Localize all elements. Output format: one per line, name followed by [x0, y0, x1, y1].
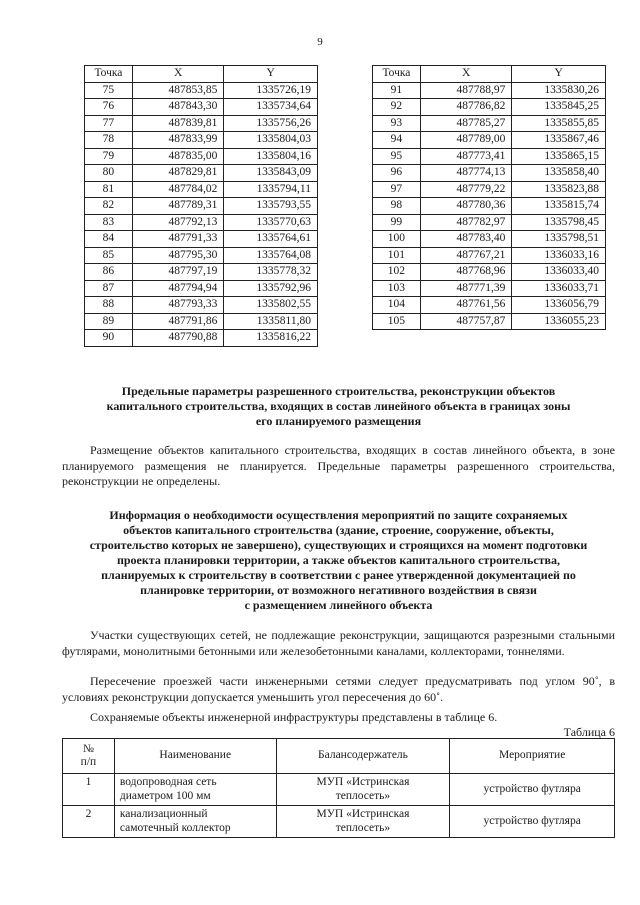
- y-cell: 1336033,71: [512, 280, 606, 297]
- paragraph-table-reference: Сохраняемые объекты инженерной инфраструктуры представлены в таблице 6.: [90, 710, 498, 724]
- table-row: [373, 132, 606, 149]
- point-cell: 90: [85, 330, 133, 347]
- point-cell: 92: [373, 99, 421, 116]
- heading-line: строительство которых не завершено), существующих и строящихся на момент подготовки: [89, 538, 588, 552]
- row-holder-line: теплосеть»: [335, 789, 391, 802]
- point-cell: 101: [373, 247, 421, 264]
- table-row: [373, 214, 606, 231]
- x-cell: 487797,19: [132, 264, 224, 281]
- point-cell: 81: [85, 181, 133, 198]
- y-cell: 1335815,74: [512, 198, 606, 215]
- point-cell: 100: [373, 231, 421, 248]
- x-cell: 487767,21: [420, 247, 512, 264]
- y-cell: 1335830,26: [512, 82, 606, 99]
- point-cell: 83: [85, 214, 133, 231]
- table-row: [373, 148, 606, 165]
- table-row: [85, 198, 318, 215]
- section-heading-protection-measures: [62, 508, 615, 613]
- y-cell: 1335764,61: [224, 231, 318, 248]
- table-row: [85, 115, 318, 132]
- row-action: устройство футляра: [450, 806, 615, 838]
- point-cell: 77: [85, 115, 133, 132]
- table-row: [373, 82, 606, 99]
- table-header-row: [85, 66, 318, 83]
- point-cell: 87: [85, 280, 133, 297]
- row-number: 2: [63, 806, 115, 838]
- heading-line: его планируемого размещения: [255, 414, 422, 428]
- infrastructure-table: [62, 738, 615, 838]
- x-cell: 487791,33: [132, 231, 224, 248]
- table-row: [85, 330, 318, 347]
- x-cell: 487791,86: [132, 313, 224, 330]
- table-row: [85, 231, 318, 248]
- y-cell: 1335823,88: [512, 181, 606, 198]
- table-row: [63, 806, 615, 838]
- row-name: [114, 806, 276, 838]
- row-name-line: водопроводная сеть: [119, 776, 217, 788]
- point-cell: 95: [373, 148, 421, 165]
- table-row: [85, 214, 318, 231]
- point-cell: 102: [373, 264, 421, 281]
- x-cell: 487779,22: [420, 181, 512, 198]
- x-cell: 487795,30: [132, 247, 224, 264]
- table-header-row: [63, 739, 615, 774]
- header-holder: Балансодержатель: [276, 739, 450, 774]
- point-cell: 93: [373, 115, 421, 132]
- header-y: Y: [224, 66, 318, 83]
- point-cell: 104: [373, 297, 421, 314]
- row-holder-line: МУП «Истринская: [316, 808, 410, 820]
- y-cell: 1335811,80: [224, 313, 318, 330]
- y-cell: 1336056,79: [512, 297, 606, 314]
- y-cell: 1335756,26: [224, 115, 318, 132]
- point-cell: 105: [373, 313, 421, 330]
- y-cell: 1335764,08: [224, 247, 318, 264]
- row-holder: [276, 774, 450, 806]
- table-header-row: [373, 66, 606, 83]
- table-row: [85, 132, 318, 149]
- x-cell: 487792,13: [132, 214, 224, 231]
- x-cell: 487774,13: [420, 165, 512, 182]
- coordinates-table-left: [84, 65, 318, 347]
- row-holder-line: теплосеть»: [335, 821, 391, 834]
- table-row: [85, 165, 318, 182]
- y-cell: 1336033,40: [512, 264, 606, 281]
- header-number-line: №: [82, 742, 94, 755]
- section-heading-construction-parameters: [62, 384, 615, 429]
- row-name: [114, 774, 276, 806]
- row-action: устройство футляра: [450, 774, 615, 806]
- point-cell: 99: [373, 214, 421, 231]
- page-number: 9: [317, 36, 323, 48]
- header-action: Мероприятие: [450, 739, 615, 774]
- point-cell: 103: [373, 280, 421, 297]
- row-holder: [276, 806, 450, 838]
- row-number: 1: [63, 774, 115, 806]
- table-row: [373, 115, 606, 132]
- y-cell: 1335867,46: [512, 132, 606, 149]
- y-cell: 1336055,23: [512, 313, 606, 330]
- x-cell: 487768,96: [420, 264, 512, 281]
- heading-line: с размещением линейного объекта: [244, 598, 433, 612]
- point-cell: 79: [85, 148, 133, 165]
- x-cell: 487788,97: [420, 82, 512, 99]
- x-cell: 487789,00: [420, 132, 512, 149]
- x-cell: 487786,82: [420, 99, 512, 116]
- y-cell: 1335778,32: [224, 264, 318, 281]
- table-row: [373, 297, 606, 314]
- x-cell: 487785,27: [420, 115, 512, 132]
- table-row: [85, 297, 318, 314]
- y-cell: 1335816,22: [224, 330, 318, 347]
- point-cell: 97: [373, 181, 421, 198]
- table-row: [85, 148, 318, 165]
- y-cell: 1335793,55: [224, 198, 318, 215]
- table-row: [85, 181, 318, 198]
- header-point: Точка: [373, 66, 421, 83]
- point-cell: 98: [373, 198, 421, 215]
- header-number: [63, 739, 115, 774]
- x-cell: 487773,41: [420, 148, 512, 165]
- x-cell: 487843,30: [132, 99, 224, 116]
- table-caption: Таблица 6: [563, 725, 615, 739]
- y-cell: 1335865,15: [512, 148, 606, 165]
- heading-line: проекта планировки территории, а также объектов капитального строительства,: [116, 553, 561, 567]
- y-cell: 1335843,09: [224, 165, 318, 182]
- y-cell: 1335855,85: [512, 115, 606, 132]
- y-cell: 1335858,40: [512, 165, 606, 182]
- header-x: X: [420, 66, 512, 83]
- y-cell: 1335804,16: [224, 148, 318, 165]
- table-row: [63, 774, 615, 806]
- row-name-line: канализационный: [119, 808, 208, 820]
- y-cell: 1335770,63: [224, 214, 318, 231]
- table-row: [373, 313, 606, 330]
- heading-line: Информация о необходимости осуществления мероприятий по защите сохраняемых: [109, 508, 568, 522]
- table-row: [373, 231, 606, 248]
- point-cell: 84: [85, 231, 133, 248]
- x-cell: 487853,85: [132, 82, 224, 99]
- table-row: [373, 198, 606, 215]
- table-row: [373, 247, 606, 264]
- paragraph-construction-parameters: Размещение объектов капитального строительства, входящих в состав линейного объекта, в зоне планируемого размещения не планируется. Предельные параметры разрешенного строительства, реконструкции не определены.: [62, 443, 615, 488]
- table-row: [85, 82, 318, 99]
- x-cell: 487793,33: [132, 297, 224, 314]
- x-cell: 487790,88: [132, 330, 224, 347]
- heading-line: капитального строительства, входящих в состав линейного объекта в границах зоны: [106, 399, 571, 413]
- y-cell: 1335798,45: [512, 214, 606, 231]
- x-cell: 487783,40: [420, 231, 512, 248]
- table-row: [373, 181, 606, 198]
- point-cell: 86: [85, 264, 133, 281]
- point-cell: 85: [85, 247, 133, 264]
- y-cell: 1335726,19: [224, 82, 318, 99]
- x-cell: 487761,56: [420, 297, 512, 314]
- y-cell: 1335804,03: [224, 132, 318, 149]
- y-cell: 1335794,11: [224, 181, 318, 198]
- point-cell: 94: [373, 132, 421, 149]
- point-cell: 89: [85, 313, 133, 330]
- y-cell: 1336033,16: [512, 247, 606, 264]
- header-number-line: п/п: [80, 756, 97, 768]
- header-name: Наименование: [114, 739, 276, 774]
- table-row: [85, 99, 318, 116]
- table-row: [85, 264, 318, 281]
- point-cell: 91: [373, 82, 421, 99]
- y-cell: 1335798,51: [512, 231, 606, 248]
- x-cell: 487784,02: [132, 181, 224, 198]
- row-holder-line: МУП «Истринская: [316, 776, 410, 788]
- table-row: [373, 264, 606, 281]
- y-cell: 1335845,25: [512, 99, 606, 116]
- heading-line: планируемых к строительству в соответствии с ранее утвержденной документацией по: [101, 568, 576, 582]
- row-name-line: диаметром 100 мм: [119, 789, 211, 802]
- point-cell: 96: [373, 165, 421, 182]
- y-cell: 1335792,96: [224, 280, 318, 297]
- x-cell: 487757,87: [420, 313, 512, 330]
- x-cell: 487780,36: [420, 198, 512, 215]
- heading-line: объектов капитального строительства (здание, строение, сооружение, объекты,: [123, 523, 554, 537]
- point-cell: 82: [85, 198, 133, 215]
- x-cell: 487829,81: [132, 165, 224, 182]
- x-cell: 487794,94: [132, 280, 224, 297]
- x-cell: 487833,99: [132, 132, 224, 149]
- paragraph-crossing-angle: Пересечение проезжей части инженерными сетями следует предусматривать под углом 90˚, в условиях реконструкции допускается уменьшить угол пересечения до 60˚.: [62, 674, 615, 704]
- point-cell: 78: [85, 132, 133, 149]
- x-cell: 487835,00: [132, 148, 224, 165]
- table-row: [85, 247, 318, 264]
- table-row: [85, 313, 318, 330]
- point-cell: 75: [85, 82, 133, 99]
- x-cell: 487839,81: [132, 115, 224, 132]
- header-point: Точка: [85, 66, 133, 83]
- point-cell: 88: [85, 297, 133, 314]
- y-cell: 1335802,55: [224, 297, 318, 314]
- table-row: [373, 99, 606, 116]
- x-cell: 487789,31: [132, 198, 224, 215]
- heading-line: Предельные параметры разрешенного строительства, реконструкции объектов: [121, 384, 556, 398]
- point-cell: 76: [85, 99, 133, 116]
- table-row: [373, 280, 606, 297]
- coordinates-table-right: [372, 65, 606, 330]
- paragraph-network-protection: Участки существующих сетей, не подлежащие реконструкции, защищаются разрезными стальными футлярами, монолитными бетонными или железобетонными каналами, коллекторами, тоннелями.: [62, 628, 615, 658]
- point-cell: 80: [85, 165, 133, 182]
- header-x: X: [132, 66, 224, 83]
- header-y: Y: [512, 66, 606, 83]
- table-row: [85, 280, 318, 297]
- y-cell: 1335734,64: [224, 99, 318, 116]
- x-cell: 487771,39: [420, 280, 512, 297]
- table-row: [373, 165, 606, 182]
- row-name-line: самотечный коллектор: [119, 821, 231, 834]
- heading-line: планировке территории, от возможного негативного воздействия в связи: [140, 583, 537, 597]
- x-cell: 487782,97: [420, 214, 512, 231]
